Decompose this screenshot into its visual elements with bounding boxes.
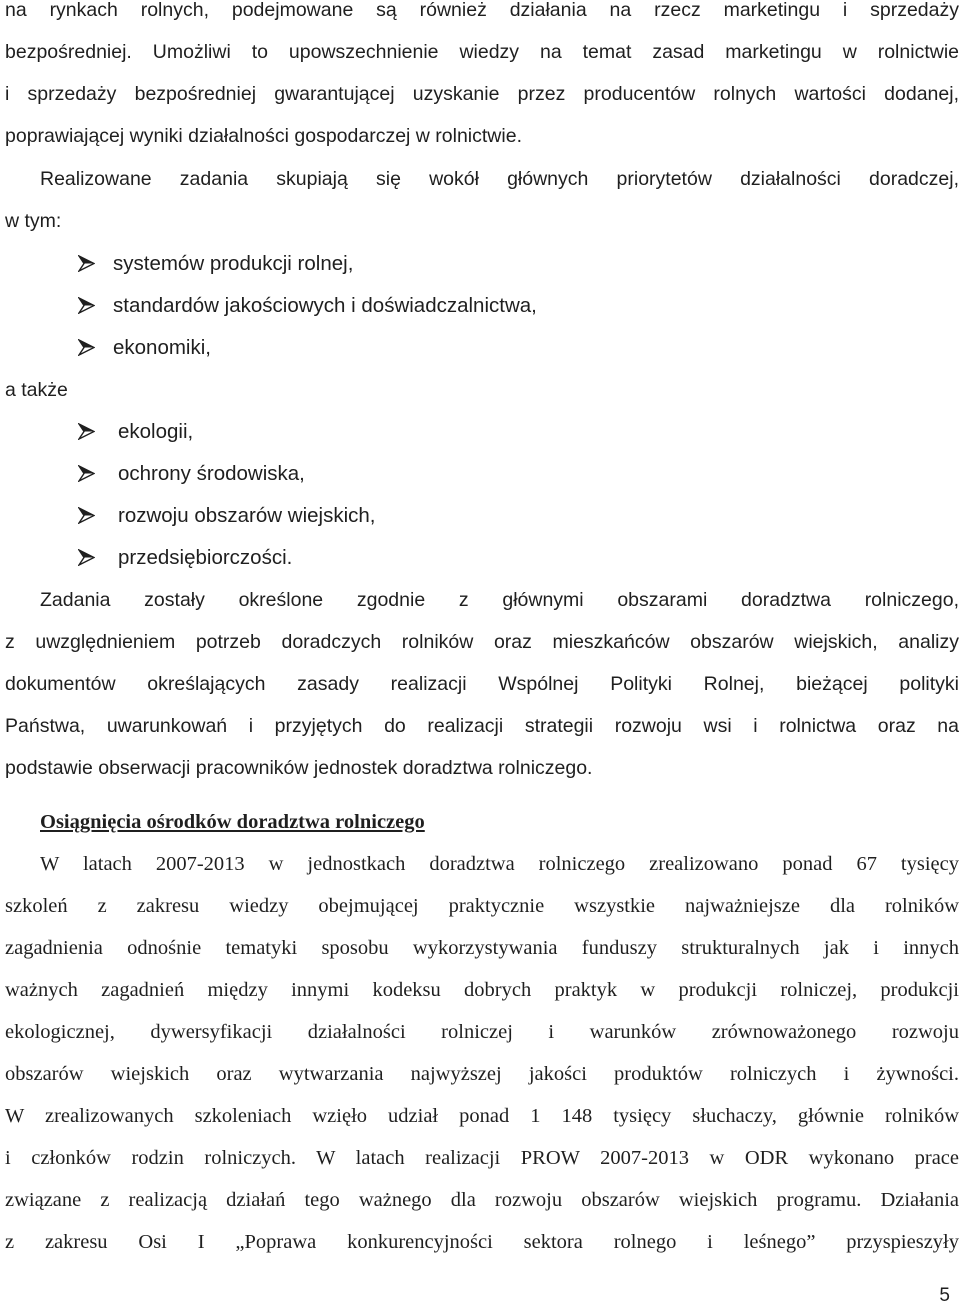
arrow-bullet-icon <box>78 255 95 272</box>
list-item-text: rozwoju obszarów wiejskich, <box>118 504 376 527</box>
list-item <box>78 461 305 487</box>
arrow-bullet-icon <box>78 423 95 440</box>
list-item-text: przedsiębiorczości. <box>118 546 293 569</box>
paragraph4-line: ekologicznej, dywersyfikacji działalności rolniczej i warunków zrównoważonego rozwoju <box>5 1021 959 1043</box>
arrow-bullet-icon <box>78 339 95 356</box>
list-item-text: standardów jakościowych i doświadczalnictwa, <box>113 294 537 317</box>
list-item <box>78 503 375 529</box>
paragraph3-line: z uwzględnieniem potrzeb doradczych rolników oraz mieszkańców obszarów wiejskich, analizy <box>5 631 959 653</box>
list-item <box>78 545 292 571</box>
paragraph1-line: na rynkach rolnych, podejmowane są również działania na rzecz marketingu i sprzedaży <box>5 0 959 21</box>
arrow-bullet-icon <box>78 507 95 524</box>
list-item <box>78 419 193 445</box>
arrow-bullet-icon <box>78 297 95 314</box>
paragraph3-line: podstawie obserwacji pracowników jednostek doradztwa rolniczego. <box>5 757 593 779</box>
paragraph4-line: ważnych zagadnień między innymi kodeksu dobrych praktyk w produkcji rolniczej, produkcji <box>5 979 959 1001</box>
paragraph4-line: zagadnienia odnośnie tematyki sposobu wykorzystywania funduszy strukturalnych jak i innych <box>5 937 959 959</box>
list-item <box>78 251 353 277</box>
page-number: 5 <box>939 1285 950 1306</box>
list-item-text: systemów produkcji rolnej, <box>113 252 354 275</box>
arrow-bullet-icon <box>78 465 95 482</box>
paragraph4-line: szkoleń z zakresu wiedzy obejmującej praktycznie wszystkie najważniejsze dla rolników <box>5 895 959 917</box>
paragraph4-line: W zrealizowanych szkoleniach wzięło udział ponad 1 148 tysięcy słuchaczy, głównie rolników <box>5 1105 959 1127</box>
also-label: a także <box>5 379 68 401</box>
list-item <box>78 335 211 361</box>
paragraph4-line: związane z realizacją działań tego ważnego dla rozwoju obszarów wiejskich programu. Działania <box>5 1189 959 1211</box>
paragraph1-line: bezpośredniej. Umożliwi to upowszechnienie wiedzy na temat zasad marketingu w rolnictwie <box>5 41 959 63</box>
list-item <box>78 293 537 319</box>
list-item-text: ochrony środowiska, <box>118 462 305 485</box>
paragraph4-line: obszarów wiejskich oraz wytwarzania najwyższej jakości produktów rolniczych i żywności. <box>5 1063 959 1085</box>
section-heading: Osiągnięcia ośrodków doradztwa rolniczego <box>40 811 425 833</box>
paragraph3-line: Zadania zostały określone zgodnie z głównymi obszarami doradztwa rolniczego, <box>40 589 959 611</box>
paragraph4-line: W latach 2007-2013 w jednostkach doradztwa rolniczego zrealizowano ponad 67 tysięcy <box>40 853 959 875</box>
list-item-text: ekologii, <box>118 420 194 443</box>
paragraph2-line: Realizowane zadania skupiają się wokół głównych priorytetów działalności doradczej, <box>40 168 959 190</box>
paragraph2-line: w tym: <box>5 210 62 232</box>
paragraph1-line: i sprzedaży bezpośredniej gwarantującej uzyskanie przez producentów rolnych wartości dodanej, <box>5 83 959 105</box>
paragraph3-line: Państwa, uwarunkowań i przyjętych do realizacji strategii rozwoju wsi i rolnictwa oraz na <box>5 715 959 737</box>
list-item-text: ekonomiki, <box>113 336 211 359</box>
paragraph3-line: dokumentów określających zasady realizacji Wspólnej Polityki Rolnej, bieżącej polityki <box>5 673 959 695</box>
arrow-bullet-icon <box>78 549 95 566</box>
paragraph4-line: i członków rodzin rolniczych. W latach realizacji PROW 2007-2013 w ODR wykonano prace <box>5 1147 959 1169</box>
paragraph1-line: poprawiającej wyniki działalności gospodarczej w rolnictwie. <box>5 125 522 147</box>
paragraph4-line: z zakresu Osi I „Poprawa konkurencyjności sektora rolnego i leśnego” przyspieszyły <box>5 1231 959 1253</box>
